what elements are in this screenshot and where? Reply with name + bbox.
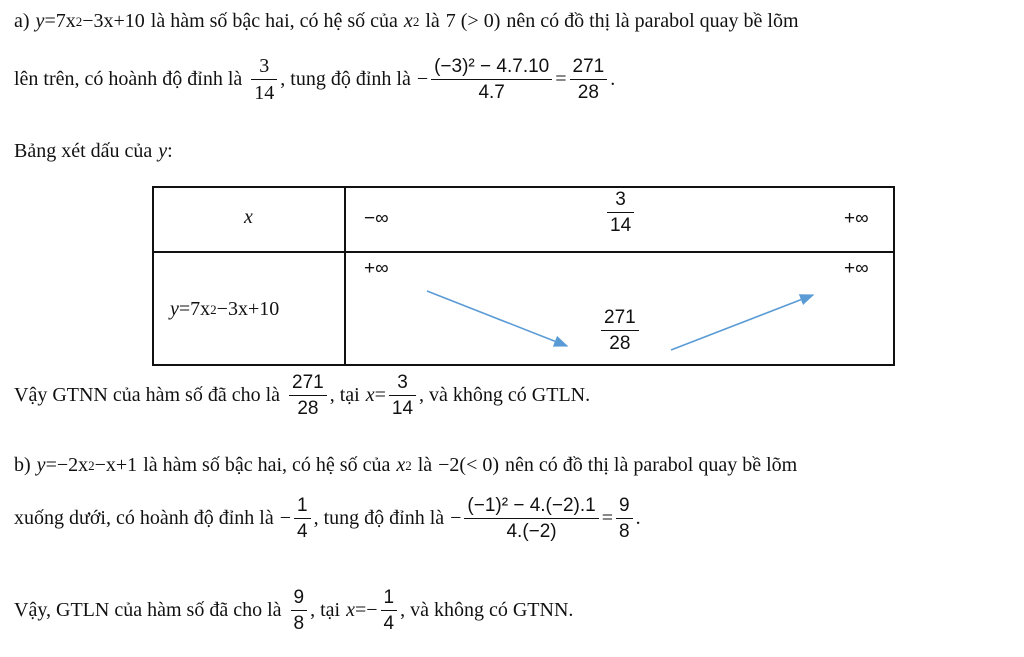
decreasing-arrow	[427, 291, 567, 346]
numerator: (−1)² − 4.(−2).1	[467, 495, 596, 516]
numerator: 271	[292, 372, 324, 393]
table-title-text: Bảng xét dấu của	[14, 140, 153, 162]
at-text: , tại	[310, 599, 341, 622]
denominator: 4	[383, 613, 395, 635]
function-var-y: y	[35, 10, 45, 32]
table-title-var: y	[158, 140, 168, 162]
vertex-x-label: xuống dưới, có hoành độ đỉnh là	[14, 507, 274, 530]
part-b-text-1: là hàm số bậc hai, có hệ số của	[143, 454, 391, 476]
numerator: 9	[619, 495, 630, 516]
row-function-label: y =7x 2 −3x+10	[170, 298, 280, 320]
part-b-prefix: b)	[14, 454, 31, 476]
vertex-y-fraction	[464, 496, 598, 541]
denominator: 4	[297, 521, 308, 543]
increasing-arrow	[671, 295, 813, 350]
table-title-colon: :	[167, 140, 173, 162]
x-value	[389, 373, 416, 418]
numerator: 1	[297, 495, 308, 516]
part-a-line-1: a) y =7x 2 −3x+10 là hàm số bậc hai, có hệ số của x 2 là 7 (> 0) nên có đồ thị là parabol quay bề lõm	[14, 10, 799, 32]
coef-var: x	[403, 10, 413, 32]
denominator: 28	[609, 333, 631, 355]
vertex-x-fraction	[294, 496, 311, 541]
period: .	[635, 507, 641, 530]
row-var-y: y	[170, 298, 179, 320]
x-var: x	[346, 599, 355, 622]
function-var-y: y	[36, 454, 46, 476]
function-eq: =7x	[44, 10, 76, 32]
part-b-text-3: nên có đồ thị là parabol quay bề lõm	[505, 454, 798, 476]
part-a-line-2	[14, 56, 615, 103]
table-title	[14, 140, 173, 163]
x-var: x	[365, 384, 375, 407]
coef-value: −2(< 0)	[438, 454, 500, 476]
numerator: 3	[259, 55, 270, 77]
part-a-text-1: là hàm số bậc hai, có hệ số của	[150, 10, 398, 32]
no-gtnn-text: , và không có GTNN.	[400, 599, 574, 622]
vertex-y-label: , tung độ đỉnh là	[280, 68, 411, 91]
vertex-y-result	[616, 496, 633, 541]
denominator: 8	[293, 613, 305, 635]
numerator: 271	[572, 56, 605, 77]
coef-var: x	[396, 454, 406, 476]
vertex-y-label: , tung độ đỉnh là	[313, 507, 445, 530]
part-a-text-2: là	[425, 10, 440, 32]
function-rest: −x+1	[94, 454, 138, 476]
vertex-x-label: lên trên, có hoành độ đỉnh là	[14, 68, 243, 91]
no-gtln-text: , và không có GTLN.	[419, 384, 591, 407]
equals-sign: =	[601, 507, 613, 530]
denominator: 4.7	[478, 82, 505, 104]
header-neg-infinity: −∞	[364, 208, 389, 229]
part-b-line-2	[14, 496, 641, 541]
coef-value: 7 (> 0)	[445, 10, 501, 32]
part-b-conclusion	[14, 588, 573, 633]
equals-sign: =	[374, 384, 386, 407]
denominator: 28	[297, 398, 319, 420]
gtnn-value	[289, 373, 327, 418]
vertex-x-fraction	[251, 56, 277, 103]
denominator: 14	[391, 398, 414, 420]
left-limit-value: +∞	[364, 258, 389, 279]
numerator: (−3)² − 4.7.10	[434, 56, 550, 77]
equals-sign: =−	[354, 599, 378, 622]
header-pos-infinity: +∞	[844, 208, 869, 229]
part-a-text-3: nên có đồ thị là parabol quay bề lõm	[506, 10, 799, 32]
numerator: 3	[615, 189, 626, 210]
part-a-prefix: a)	[14, 10, 30, 32]
gtln-text: Vậy, GTLN của hàm số đã cho là	[14, 599, 282, 622]
denominator: 28	[577, 82, 599, 104]
minus-sign: −	[279, 507, 291, 530]
period: .	[610, 68, 616, 91]
variation-arrows	[154, 188, 893, 364]
function-rest: −3x+10	[82, 10, 145, 32]
gtln-value	[291, 588, 308, 633]
part-b-text-2: là	[417, 454, 433, 476]
denominator: 14	[610, 215, 632, 237]
part-a-conclusion	[14, 373, 590, 418]
header-x-label: x	[244, 206, 253, 228]
variation-table	[152, 186, 895, 366]
numerator: 1	[383, 587, 395, 608]
function-eq: =−2x	[45, 454, 89, 476]
numerator: 271	[604, 307, 636, 328]
x-value	[381, 588, 398, 633]
right-limit-value: +∞	[844, 258, 869, 279]
row-rest: −3x+10	[216, 298, 280, 320]
vertex-y-result	[570, 57, 608, 102]
denominator: 14	[254, 82, 275, 105]
denominator: 4.(−2)	[506, 521, 557, 543]
at-text: , tại	[329, 384, 360, 407]
vertex-y-fraction	[431, 57, 552, 102]
part-b-line-1: b) y =−2x 2 −x+1 là hàm số bậc hai, có hệ số của x 2 là −2(< 0) nên có đồ thị là parabol quay bề lõm	[14, 454, 798, 476]
gtnn-text: Vậy GTNN của hàm số đã cho là	[14, 384, 281, 407]
denominator: 8	[619, 521, 630, 543]
row-eq: =7x	[178, 298, 211, 320]
minus-sign-2: −	[450, 507, 462, 530]
minus-sign: −	[416, 68, 429, 91]
equals-sign: =	[555, 68, 567, 91]
numerator: 9	[293, 587, 305, 608]
numerator: 3	[397, 372, 408, 393]
